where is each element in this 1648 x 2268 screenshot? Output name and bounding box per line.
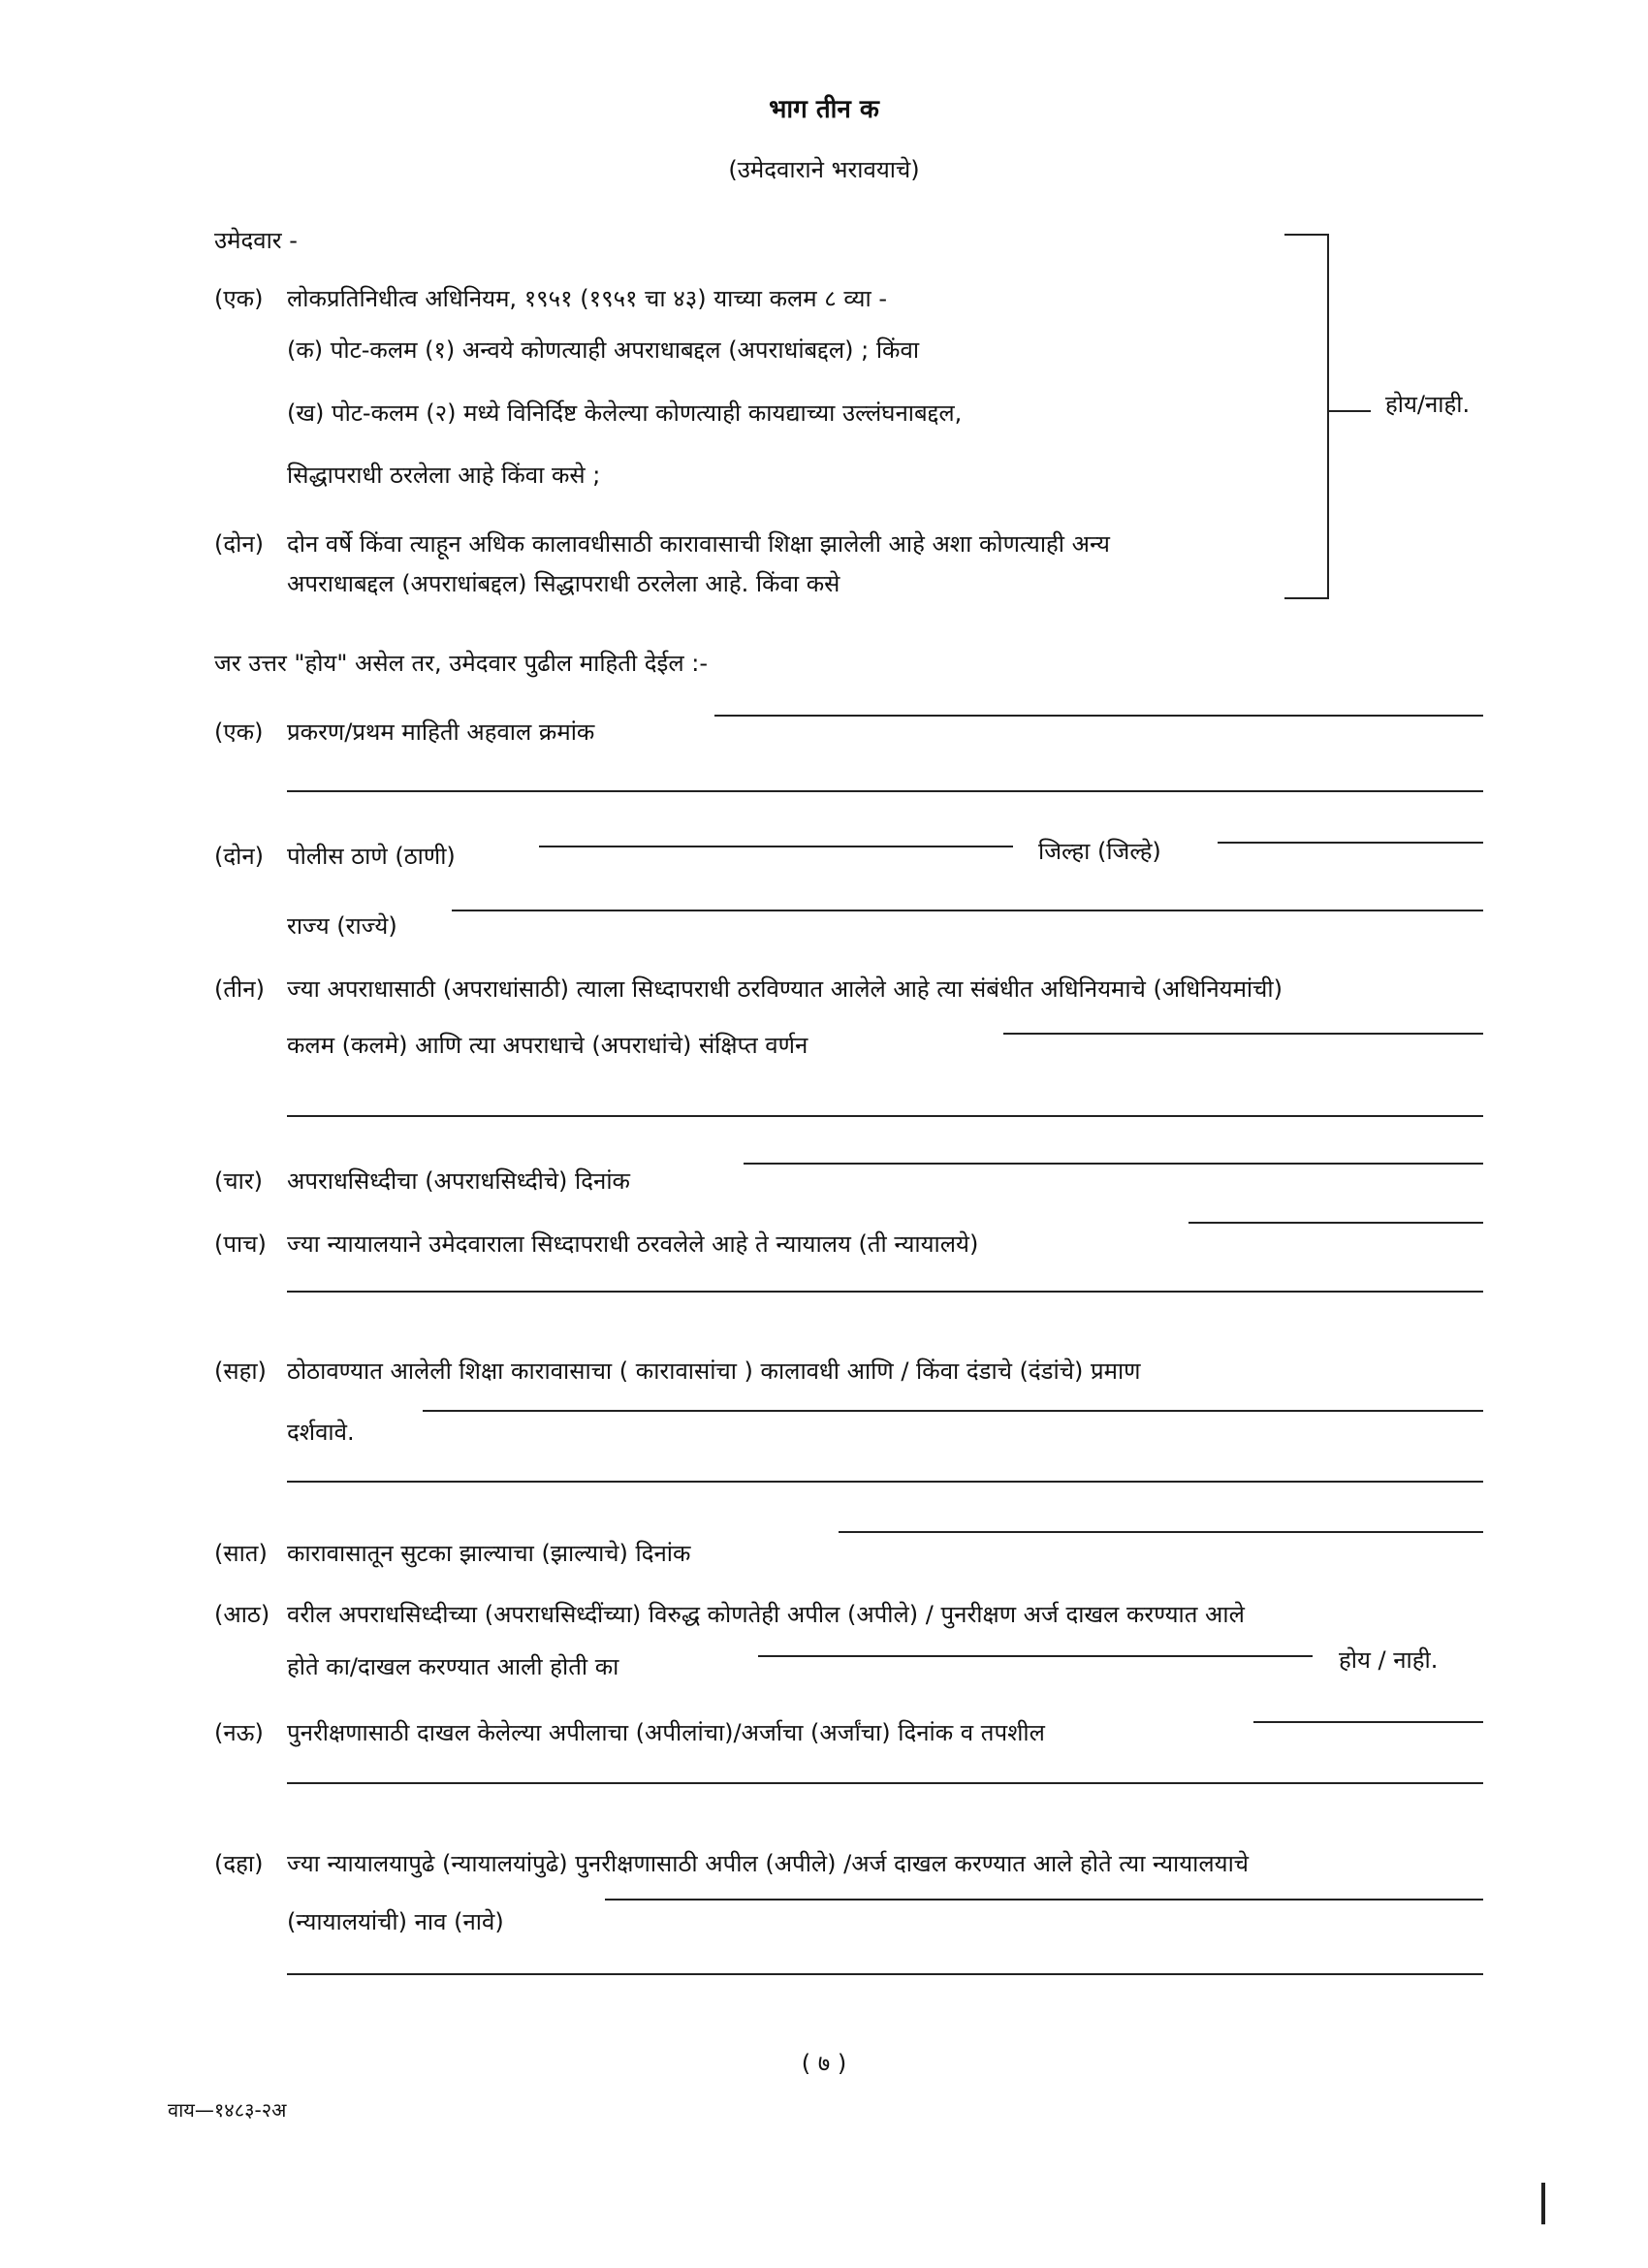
part1-end: सिद्धापराधी ठरलेला आहे किंवा कसे ;	[287, 462, 601, 489]
court-field-cont[interactable]	[287, 1291, 1483, 1293]
part2-line2: अपराधाबद्दल (अपराधांबद्दल) सिद्धापराधी ठरलेला आहे. किंवा कसे	[287, 570, 840, 597]
release-date-field[interactable]	[839, 1531, 1483, 1533]
item-label: (तीन)	[214, 975, 265, 1003]
appeal-court-field[interactable]	[605, 1899, 1483, 1901]
item-8	[214, 1603, 1245, 1626]
item-label: (आठ)	[214, 1601, 270, 1628]
item-label: (सहा)	[214, 1358, 267, 1385]
district-label: जिल्हा (जिल्हे)	[1038, 838, 1161, 865]
page-subtitle: (उमेदवाराने भरावयाचे)	[728, 156, 920, 183]
item-label: (पाच)	[214, 1230, 267, 1258]
item-2	[214, 845, 456, 868]
part1-label: (एक)	[214, 285, 264, 312]
conviction-date-field[interactable]	[744, 1163, 1483, 1165]
item-label: (चार)	[214, 1167, 263, 1195]
part1-line	[214, 287, 887, 310]
state-field[interactable]	[452, 910, 1483, 911]
item-6	[214, 1359, 1141, 1383]
item-text: ज्या न्यायालयाने उमेदवाराला सिध्दापराधी ठरवलेले आहे ते न्यायालय (ती न्यायालये)	[287, 1230, 979, 1258]
bracket-answer: होय/नाही.	[1385, 391, 1471, 418]
part2-text: दोन वर्षे किंवा त्याहून अधिक कालावधीसाठी कारावासाची शिक्षा झालेली आहे अशा कोणत्याही अन्य	[287, 530, 1110, 558]
offence-description-field-cont[interactable]	[287, 1115, 1483, 1117]
item-label: (दहा)	[214, 1850, 264, 1877]
appeal-answer: होय / नाही.	[1339, 1646, 1439, 1674]
item-7	[214, 1542, 690, 1565]
item-text: ज्या अपराधासाठी (अपराधांसाठी) त्याला सिध्दापराधी ठरविण्यात आलेले आहे त्या संबंधीत अधिनियमाचे (अधिनियमांची)	[287, 975, 1283, 1003]
part2-line1	[214, 532, 1110, 556]
item-label: (दोन)	[214, 843, 265, 870]
offence-description-field[interactable]	[1003, 1033, 1483, 1035]
item-label: (नऊ)	[214, 1719, 264, 1746]
item-label: (सात)	[214, 1540, 268, 1567]
item-10-line2: (न्यायालयांची) नाव (नावे)	[287, 1908, 504, 1935]
item-6-line2: दर्शवावे.	[287, 1419, 355, 1446]
bracket-bottom	[1284, 597, 1328, 599]
appeal-details-field-cont[interactable]	[287, 1782, 1483, 1784]
item-text: ठोठावण्यात आलेली शिक्षा कारावासाचा ( कारावासांचा ) कालावधी आणि / किंवा दंडाचे (दंडांचे) प्रमाण	[287, 1358, 1141, 1385]
item-text: कारावासातून सुटका झाल्याचा (झाल्याचे) दिनांक	[287, 1540, 691, 1567]
case-number-field-cont[interactable]	[287, 790, 1483, 792]
appeal-court-field-cont[interactable]	[287, 1973, 1483, 1975]
item-4	[214, 1169, 630, 1193]
form-code: वाय—१४८३-२अ	[168, 2098, 287, 2122]
intro-label: उमेदवार -	[214, 227, 298, 254]
page-title: भाग तीन क	[769, 95, 879, 124]
bracket-tick	[1327, 410, 1371, 412]
item-text: पोलीस ठाणे (ठाणी)	[287, 843, 456, 870]
item-text: अपराधसिध्दीचा (अपराधसिध्दीचे) दिनांक	[287, 1167, 630, 1195]
page-number: ( ७ )	[801, 2050, 847, 2077]
if-yes-instruction: जर उत्तर "होय" असेल तर, उमेदवार पुढील माहिती देईल :-	[214, 650, 708, 677]
item-label: (एक)	[214, 719, 264, 746]
item-1	[214, 720, 594, 744]
item-10	[214, 1852, 1249, 1875]
bracket	[1327, 234, 1329, 599]
appeal-details-field[interactable]	[1253, 1721, 1483, 1723]
part2-label: (दोन)	[214, 530, 265, 558]
item-9	[214, 1721, 1045, 1744]
appeal-filed-field[interactable]	[758, 1655, 1313, 1657]
part1-ka: (क) पोट-कलम (१) अन्वये कोणत्याही अपराधाबद्दल (अपराधांबद्दल) ; किंवा	[287, 336, 920, 364]
court-field[interactable]	[1188, 1222, 1483, 1224]
part1-kha: (ख) पोट-कलम (२) मध्ये विनिर्दिष्ट केलेल्या कोणत्याही कायद्याच्या उल्लंघनाबद्दल,	[287, 399, 963, 427]
case-number-field[interactable]	[714, 715, 1483, 717]
bracket-top	[1284, 234, 1328, 236]
sentence-field-cont[interactable]	[287, 1481, 1483, 1483]
police-station-field[interactable]	[539, 846, 1013, 847]
item-text: पुनरीक्षणासाठी दाखल केलेल्या अपीलाचा (अपीलांचा)/अर्जाचा (अर्जांचा) दिनांक व तपशील	[287, 1719, 1045, 1746]
sentence-field[interactable]	[423, 1410, 1483, 1412]
scan-mark	[1541, 2183, 1545, 2224]
item-3	[214, 977, 1283, 1001]
item-8-line2: होते का/दाखल करण्यात आली होती का	[287, 1653, 619, 1680]
district-field[interactable]	[1218, 842, 1483, 844]
item-5	[214, 1232, 978, 1256]
part1-text: लोकप्रतिनिधीत्व अधिनियम, १९५१ (१९५१ चा ४३) याच्या कलम ८ व्या -	[287, 285, 888, 312]
item-3-line2: कलम (कलमे) आणि त्या अपराधाचे (अपराधांचे) संक्षिप्त वर्णन	[287, 1032, 808, 1059]
item-text: ज्या न्यायालयापुढे (न्यायालयांपुढे) पुनरीक्षणासाठी अपील (अपीले) /अर्ज दाखल करण्यात आले होते त्या न्यायालयाचे	[287, 1850, 1250, 1877]
item-text: प्रकरण/प्रथम माहिती अहवाल क्रमांक	[287, 719, 595, 746]
state-label: राज्य (राज्ये)	[287, 912, 397, 940]
item-text: वरील अपराधसिध्दीच्या (अपराधसिध्दींच्या) विरुद्ध कोणतेही अपील (अपीले) / पुनरीक्षण अर्ज दाखल करण्यात आले	[287, 1601, 1245, 1628]
